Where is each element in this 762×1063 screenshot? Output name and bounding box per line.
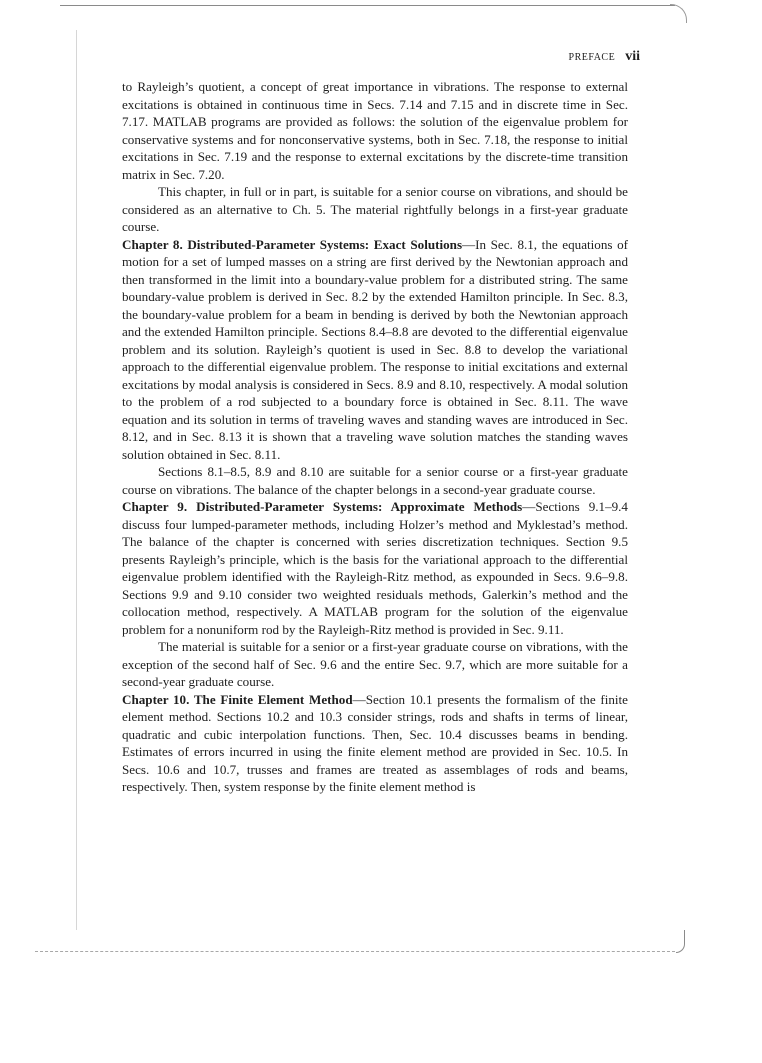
- paragraph-text: Sections 8.1–8.5, 8.9 and 8.10 are suitable for a senior course or a first-year graduate course on vibrations. The balance of the chapter belongs in a second-year graduate course.: [122, 464, 628, 497]
- scan-corner-mark: [676, 930, 685, 953]
- paragraph: [122, 463, 628, 498]
- running-head-label: PREFACE: [568, 52, 616, 63]
- paragraph-text: The material is suitable for a senior or a first-year graduate course on vibrations, with the exception of the second half of Sec. 9.6 and the entire Sec. 9.7, which are more suitable for a second-year graduate course.: [122, 639, 628, 689]
- paragraph-text: to Rayleigh’s quotient, a concept of great importance in vibrations. The response to external excitations is obtained in continuous time in Secs. 7.14 and 7.15 and in discrete time in Sec. 7.17. MATLAB programs are provided as follows: the solution of the eigenvalue problem for conservative systems and for nonconservative systems, both in Sec. 7.18, the response to initial excitations in Sec. 7.19 and the response to external excitations by the discrete-time transition matrix in Sec. 7.20.: [122, 79, 628, 182]
- chapter-summary-8: [122, 236, 628, 464]
- paragraph-text: This chapter, in full or in part, is suitable for a senior course on vibrations, and should be considered as an alternative to Ch. 5. The material rightfully belongs in a first-year graduate course.: [122, 184, 628, 234]
- scan-edge-left: [76, 30, 77, 930]
- page-number: vii: [625, 49, 640, 64]
- chapter-summary-10: [122, 691, 628, 796]
- chapter-heading: Chapter 10. The Finite Element Method: [122, 691, 353, 707]
- paragraph-text: —In Sec. 8.1, the equations of motion for a set of lumped masses on a string are first derived by the Newtonian approach and then transformed in the limit into a boundary-value problem for a distributed string. The same boundary-value problem is derived in Sec. 8.2 by the extended Hamilton principle. In Sec. 8.3, the boundary-value problem for a beam in bending is derived by both the Newtonian approach and the extended Hamilton principle. Sections 8.4–8.8 are devoted to the differential eigenvalue problem and its solution. Rayleigh’s quotient is used in Sec. 8.8 to develop the variational approach to the differential eigenvalue problem. The response to initial excitations and external excitations by modal analysis is considered in Secs. 8.9 and 8.10, respectively. A modal solution to the problem of a rod subjected to a boundary force is obtained in Sec. 8.11. The wave equation and its solution in terms of traveling waves and standing waves are introduced in Sec. 8.12, and in Sec. 8.13 it is shown that a traveling wave solution matches the standing waves solution obtained in Sec. 8.11.: [122, 236, 628, 462]
- paragraph-text: —Section 10.1 presents the formalism of the finite element method. Sections 10.2 and 10.3 consider strings, rods and shafts in terms of linear, quadratic and cubic interpolation functions. Then, Sec. 10.4 discusses beams in bending. Estimates of errors incurred in using the finite element method are provided in Sec. 10.5. In Secs. 10.6 and 10.7, trusses and frames are treated as assemblages of rods and beams, respectively. Then, system response by the finite element method is: [122, 691, 628, 794]
- chapter-heading: Chapter 8. Distributed-Parameter Systems: Exact Solutions: [122, 236, 463, 252]
- paragraph: [122, 78, 628, 183]
- paragraph: [122, 183, 628, 236]
- running-head: [548, 47, 640, 65]
- page-curl-mark: [670, 4, 687, 23]
- chapter-heading: Chapter 9. Distributed-Parameter Systems: Approximate Methods: [122, 499, 523, 514]
- scan-edge-bottom: [35, 951, 675, 952]
- chapter-summary-9: [122, 498, 628, 638]
- scan-edge-top: [60, 5, 675, 6]
- body-text: [122, 78, 628, 796]
- paragraph-text: —Sections 9.1–9.4 discuss four lumped-parameter methods, including Holzer’s method and Myklestad’s method. The balance of the chapter is concerned with series discretization techniques. Section 9.5 presents Rayleigh’s principle, which is the basis for the variational approach to the differential eigenvalue problem identified with the Rayleigh-Ritz method, as expounded in Secs. 9.6–9.8. Sections 9.9 and 9.10 consider two weighted residuals methods, Galerkin’s method and the collocation method, respectively. A MATLAB program for the solution of the eigenvalue problem for a nonuniform rod by the Rayleigh-Ritz method is provided in Sec. 9.11.: [122, 499, 628, 637]
- paragraph: [122, 638, 628, 691]
